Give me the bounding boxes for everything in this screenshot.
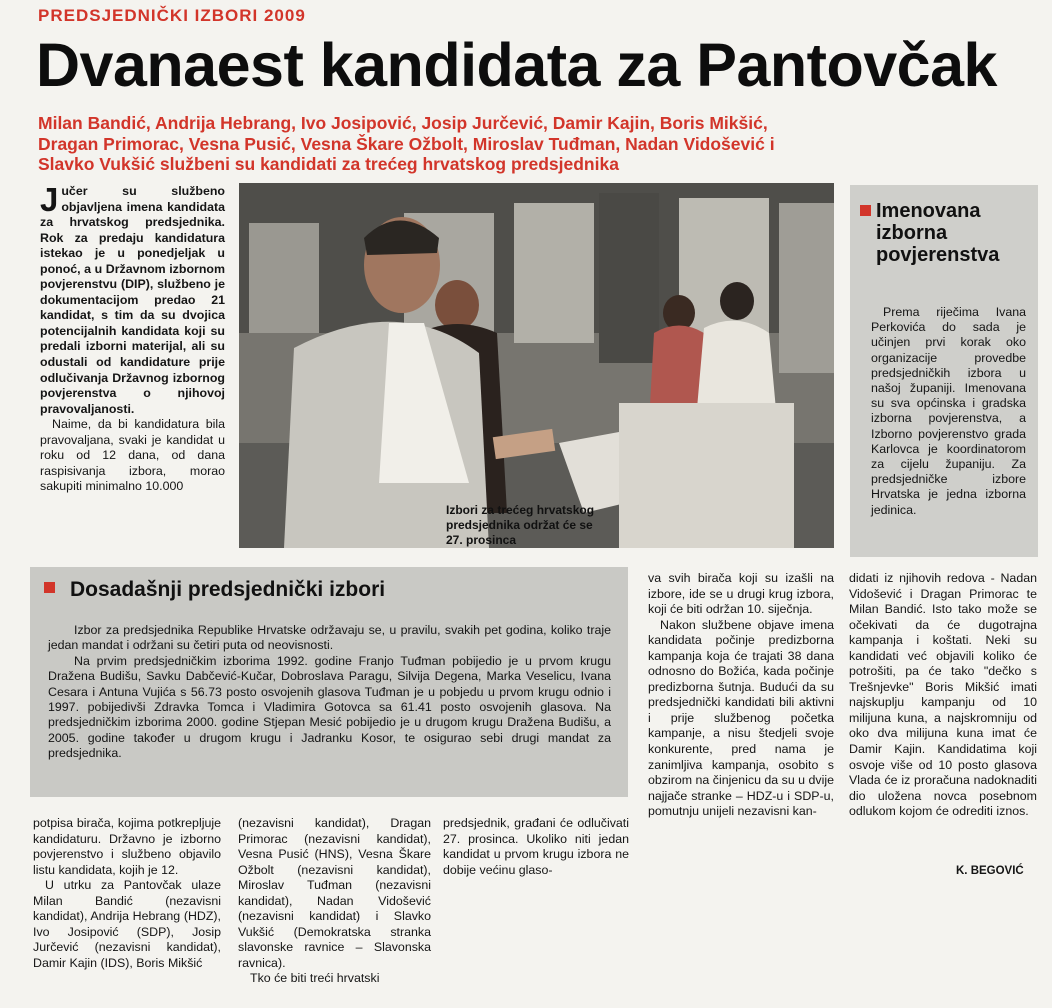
paragraph: predsjednik, građani će odlučivati 27. prosinca. Ukoliko niti jedan kandidat u prvom krugu izbora ne dobije većinu glaso- xyxy=(443,816,629,877)
deck-line: Dragan Primorac, Vesna Pusić, Vesna Škare Ožbolt, Miroslav Tuđman, Nadan Vidošević i xyxy=(38,133,775,154)
photo-illustration xyxy=(239,183,834,548)
paragraph: (nezavisni kandidat), Dragan Primorac (nezavisni kandidat), Vesna Pusić (HNS), Vesna Škare Ožbolt (nezavisni kandidat), Miroslav Tuđman (nezavisni kandidat), Nadan Vidošević (nezavisni kandidat) i Slavko Vukšić (Demokratska stranka slavonske ravnice – Slavonska ravnica). xyxy=(238,816,431,970)
deck-line: Milan Bandić, Andrija Hebrang, Ivo Josipović, Josip Jurčević, Damir Kajin, Boris Mikšić, xyxy=(38,113,768,133)
lede-text: učer su službeno objavljena imena kandidata za hrvatskog predsjednika. Rok za predaju kandidatura istekao je u ponedjeljak u ponoć, a u Državnom izbornom povjerenstvu (DIP), službeno je dokumentacijom predao 21 kandidat, s tim da su dvojica potencijalnih kandidata koji su predali izborni materijal, ali su odustali od kandidature prije odlučivanja Državnog izbornog povjerenstva o njihovoj pravovaljanosti. xyxy=(40,184,225,416)
sidebar-title-line: izborna xyxy=(876,222,948,244)
paragraph: potpisa birača, kojima potkrepljuje kandidaturu. Državno je izborno povjerenstvo i službeno objavilo listu kandidata, kojih je 12. xyxy=(33,816,221,877)
photo-caption: Izbori za trećeg hrvatskog predsjednika održat će se 27. prosinca xyxy=(446,503,595,547)
lede-column xyxy=(40,181,225,495)
paragraph: Nakon službene objave imena kandidata počinje predizborna kampanja koja će trajati 38 dana odnosno do Božića, kada počinje predizborna šutnja. Budući da su predsjednički kandidati bili aktivni i prije službenog početka kampanje, a nisu štedjeli svoje konkurente, pred nama je zanimljiva kampanja, osobito s obzirom na činjenicu da su u dvije najjače stranke – HDZ-u i SDP-u, pomutnju unijeli nezavisni kan- xyxy=(648,617,834,819)
sidebar-title xyxy=(876,200,999,266)
news-photo xyxy=(239,183,834,548)
history-paragraph: Izbor za predsjednika Republike Hrvatske održavaju se, u pravilu, svakih pet godina, koliko traje jedan mandat i održani su četiri puta od neovisnosti. xyxy=(48,623,611,653)
square-bullet-icon xyxy=(860,200,871,218)
paragraph: U utrku za Pantovčak ulaze Milan Bandić (nezavisni kandidat), Andrija Hebrang (HDZ), Ivo Josipović (SDP), Josip Jurčević (nezavisni kandidat), Damir Kajin (IDS), Boris Mikšić xyxy=(33,878,221,970)
bottom-column-3 xyxy=(443,816,629,878)
headline: Dvanaest kandidata za Pantovčak xyxy=(36,31,997,99)
history-box-text xyxy=(48,623,611,762)
paragraph: va svih birača koji su izašli na izbore, ide se u drugi krug izbora, koji će biti održan 10. siječnja. xyxy=(648,571,834,617)
sidebar-title-line: povjerenstva xyxy=(876,244,1000,266)
paragraph: Tko će biti treći hrvatski xyxy=(250,971,380,986)
square-bullet-icon xyxy=(44,582,55,600)
author-signature: K. BEGOVIĆ xyxy=(956,865,1024,877)
kicker: PREDSJEDNIČKI IZBORI 2009 xyxy=(38,6,306,25)
bottom-column-1 xyxy=(33,816,221,971)
history-paragraph: Na prvim predsjedničkim izborima 1992. godine Franjo Tuđman pobijedio je u prvom krugu Dražena Budišu, Savku Dabčević-Kučar, Dobroslava Paragu, Silvija Degena, Marka Veselicu, Ivana Cesara i Antuna Vujića s 56.73 posto osvojenih glasova Tuđman je u pobjedu u prvom krugu odnio i 1997. pobijedivši Zdravka Tomca i Vladimira Gotovca sa 61.41 posto osvojenih glasova. Na predsjedničkim izborima 2000. godine Stjepan Mesić pobijedio je u drugom krugu Dražena Budišu, a 2005. godine također u drugom krugu i Jadranku Kosor, te osigurao sebi drugi mandat za predsjednika. xyxy=(48,653,611,761)
paragraph: didati iz njihovih redova - Nadan Vidošević i Dragan Primorac te Milan Bandić. Isto tako može se očekivati da će dugotrajna kampanja i koštati. Neki su kandidati već objavili koliko će potrošiti, pa će tako "dečko s Trešnjevke" Boris Mikšić imati najskuplju kampanju od 10 milijuna kuna, a najskromniju od oko dva milijuna kuna imat će Damir Kajin. Kandidatima koji osvoje više od 10 posto glasova Vlada će iz proračuna nadoknaditi dio uložena novca posebnom odlukom kojom će odrediti iznos. xyxy=(849,571,1037,819)
dropcap: J xyxy=(40,181,59,218)
column-d xyxy=(849,571,1037,820)
column-c xyxy=(648,571,834,820)
sidebar-title-line: Imenovana xyxy=(876,200,981,222)
deck-line: Slavko Vukšić službeni su kandidati za trećeg hrvatskog predsjednika xyxy=(38,154,619,174)
sidebar-text: Prema riječima Ivana Perkovića do sada je učinjen prvi korak oko organizacije provedbe predsjedničkih izbora u našoj županiji. Imenovana su sva općinska i gradska izborna povjerenstva, a Izborno povjerenstvo grada Karlovca je koordinatorom za cijelu županiju. Za predsjedničke izbore Hrvatska je jedna izborna jedinica. xyxy=(871,305,1026,517)
deck xyxy=(38,113,1038,175)
history-box-title: Dosadašnji predsjednički izbori xyxy=(70,578,386,601)
lede-paragraph: Naime, da bi kandidatura bila pravovaljana, svaki je kandidat u roku od 12 dana, od dana raspisivanja izbora, morao sakupiti minimalno 10.000 xyxy=(40,417,225,494)
bottom-column-2 xyxy=(238,816,431,987)
